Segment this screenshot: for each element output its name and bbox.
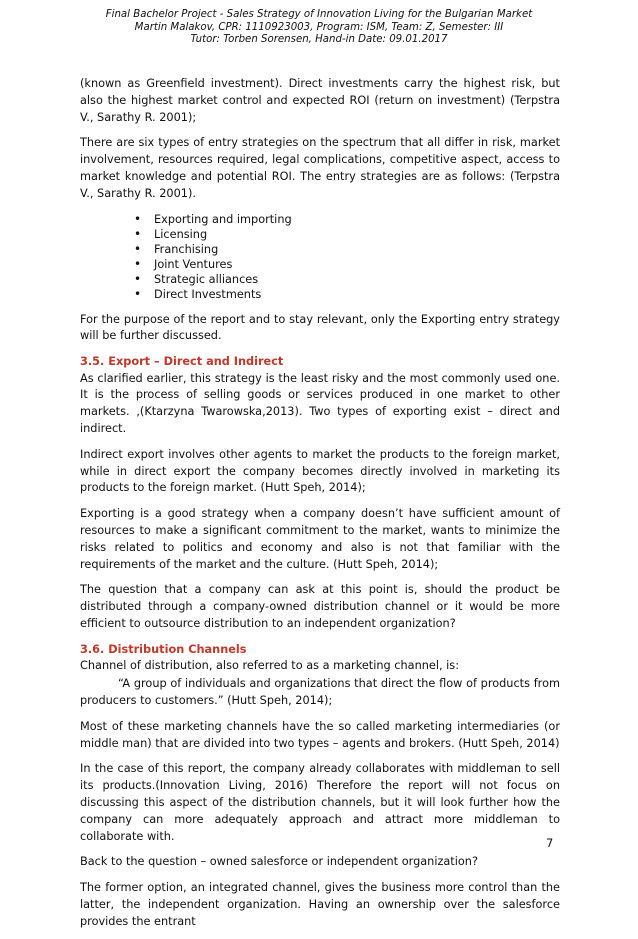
paragraph-channel-definition: Channel of distribution, also referred to as a marketing channel, is:: [80, 659, 459, 673]
paragraph-back-to-question: Back to the question – owned salesforce or independent organization?: [80, 855, 478, 869]
paragraph-entry-strategies: There are six types of entry strategies on the spectrum that all differ in risk, market involvement, resources required, legal complications, competitive aspect, access to market knowledge and potential ROI. The entry strategies are as follows: (Terpstra V., Sarathy R. 2001).: [80, 136, 560, 200]
list-item: • Direct Investments: [80, 287, 560, 302]
header-tutor-line: Tutor: Torben Sorensen, Hand-in Date: 09.01.2017: [190, 34, 448, 45]
entry-strategy-list: [80, 212, 560, 302]
section-heading-3-5: 3.5. Export – Direct and Indirect: [80, 355, 284, 369]
paragraph-integrated-channel: The former option, an integrated channel, gives the business more control than the latter, the independent organization. Having an ownership over the salesforce provides the entrant: [80, 881, 560, 928]
paragraph-middleman: In the case of this report, the company already collaborates with middleman to sell its products.(Innovation Living, 2016) Therefore the report will not focus on discussing this aspect of the distribution channels, but it will look further how the company can more adequately approach and attract more middleman to collaborate with.: [80, 762, 560, 843]
paragraph-greenfield: (known as Greenfield investment). Direct investments carry the highest risk, but also the highest market control and expected ROI (return on investment) (Terpstra V., Sarathy R. 2001);: [80, 77, 560, 124]
header-author-line: Martin Malakov, CPR: 1110923003, Program: ISM, Team: Z, Semester: III: [134, 21, 504, 33]
paragraph-company-question: The question that a company can ask at this point is, should the product be distributed through a company-owned distribution channel or it would be more efficient to outsource distribution to an independent organization?: [80, 583, 560, 631]
list-item: • Franchising: [80, 242, 560, 257]
list-item: • Strategic alliances: [80, 272, 560, 287]
paragraph-exporting-focus: For the purpose of the report and to stay relevant, only the Exporting entry strategy will be further discussed.: [80, 312, 560, 343]
running-header: [80, 9, 558, 47]
paragraph-exporting-good-strategy: Exporting is a good strategy when a company doesn’t have sufficient amount of resources to make a significant commitment to the market, wants to minimize the risks related to politics and economy and also is not that familiar with the requirements of the market and the culture. (Hutt Speh, 2014);: [80, 507, 560, 571]
paragraph-export-definition: As clarified earlier, this strategy is the least risky and the most commonly used one. It is the process of selling goods or services produced in one market to other markets. ,(Ktarzyna Twarowska,2013). Two types of exporting exist – direct and indirect.: [80, 371, 560, 436]
list-item: • Joint Ventures: [80, 257, 560, 272]
list-item: • Exporting and importing: [80, 212, 560, 227]
paragraph-intermediaries: Most of these marketing channels have the so called marketing intermediaries (or middle man) that are divided into two types – agents and brokers. (Hutt Speh, 2014): [80, 719, 560, 750]
paragraph-indirect-export: Indirect export involves other agents to market the products to the foreign market, while in direct export the company becomes directly involved in marketing its products to the foreign market. (Hutt Speh, 2014);: [80, 447, 560, 495]
page-body: [80, 76, 560, 939]
page-number: 7: [546, 836, 554, 850]
header-title-line: Final Bachelor Project - Sales Strategy of Innovation Living for the Bulgarian Market: [105, 9, 533, 20]
quote-paragraph: “A group of individuals and organizations that direct the flow of products from producers to customers.” (Hutt Speh, 2014);: [80, 677, 560, 707]
section-heading-3-6: 3.6. Distribution Channels: [80, 642, 247, 656]
list-item: • Licensing: [80, 227, 560, 242]
